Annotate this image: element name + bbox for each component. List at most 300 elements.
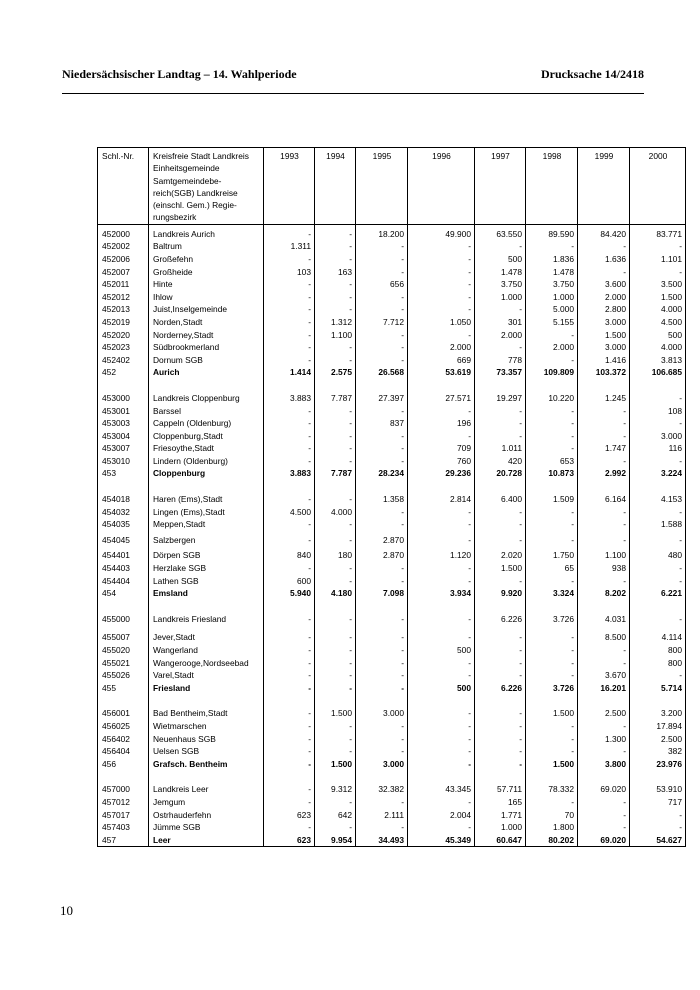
table-row — [98, 546, 686, 562]
value-cell: - — [526, 631, 578, 644]
value-cell: 19.297 — [475, 392, 526, 405]
value-cell: 2.992 — [578, 467, 630, 480]
schl-nr-cell: 452402 — [98, 354, 149, 367]
name-cell: Großheide — [149, 266, 264, 279]
value-cell: 3.000 — [578, 341, 630, 354]
value-cell: 4.500 — [264, 506, 315, 519]
value-cell: - — [526, 329, 578, 342]
value-cell: - — [356, 657, 408, 670]
name-cell: Großefehn — [149, 253, 264, 266]
table-row — [98, 493, 686, 506]
value-cell: - — [315, 430, 356, 443]
district-total-row — [98, 587, 686, 600]
value-cell: 4.114 — [630, 631, 686, 644]
value-cell: - — [315, 442, 356, 455]
value-cell: - — [264, 455, 315, 468]
table-row — [98, 316, 686, 329]
value-cell: - — [315, 354, 356, 367]
name-cell: Landkreis Aurich — [149, 224, 264, 240]
schl-nr-cell: 456402 — [98, 733, 149, 746]
value-cell: 1.000 — [475, 821, 526, 834]
value-cell: - — [264, 657, 315, 670]
header-drucksache: Drucksache 14/2418 — [541, 67, 644, 81]
value-cell: - — [315, 575, 356, 588]
schl-nr-cell: 456404 — [98, 745, 149, 758]
table-row — [98, 303, 686, 316]
value-cell: - — [264, 707, 315, 720]
value-cell: 3.500 — [630, 278, 686, 291]
table-row — [98, 821, 686, 834]
value-cell: 1.011 — [475, 442, 526, 455]
value-cell: - — [475, 575, 526, 588]
value-cell: - — [578, 266, 630, 279]
name-cell: Norden,Stadt — [149, 316, 264, 329]
name-cell: Meppen,Stadt — [149, 518, 264, 531]
value-cell: 1.120 — [408, 546, 475, 562]
value-cell: - — [408, 745, 475, 758]
value-cell: 3.600 — [578, 278, 630, 291]
value-cell: 103 — [264, 266, 315, 279]
value-cell: - — [630, 575, 686, 588]
value-cell: - — [356, 518, 408, 531]
table-header-row — [98, 148, 686, 225]
value-cell: - — [578, 809, 630, 822]
value-cell: 1.416 — [578, 354, 630, 367]
value-cell: 20.728 — [475, 467, 526, 480]
value-cell: 1.414 — [264, 366, 315, 379]
value-cell: - — [630, 669, 686, 682]
value-cell: - — [408, 796, 475, 809]
table-row — [98, 562, 686, 575]
value-cell: 80.202 — [526, 834, 578, 847]
value-cell: - — [264, 562, 315, 575]
value-cell: 63.550 — [475, 224, 526, 240]
value-cell: - — [315, 682, 356, 695]
value-cell: 1.500 — [475, 562, 526, 575]
value-cell: - — [475, 405, 526, 418]
value-cell: - — [356, 442, 408, 455]
value-cell: 837 — [356, 417, 408, 430]
value-cell: 3.200 — [630, 707, 686, 720]
value-cell: 54.627 — [630, 834, 686, 847]
value-cell: 623 — [264, 834, 315, 847]
value-cell: - — [526, 669, 578, 682]
value-cell: - — [356, 303, 408, 316]
value-cell: 717 — [630, 796, 686, 809]
name-cell: Aurich — [149, 366, 264, 379]
value-cell: - — [630, 392, 686, 405]
value-cell: - — [475, 733, 526, 746]
value-cell: - — [408, 291, 475, 304]
value-cell: 1.750 — [526, 546, 578, 562]
value-cell: - — [408, 266, 475, 279]
schl-nr-cell: 456 — [98, 758, 149, 771]
value-cell: - — [526, 430, 578, 443]
value-cell: - — [630, 613, 686, 626]
value-cell: - — [408, 531, 475, 547]
value-cell: - — [315, 341, 356, 354]
value-cell: 7.098 — [356, 587, 408, 600]
value-cell: 196 — [408, 417, 475, 430]
value-cell: - — [264, 644, 315, 657]
value-cell: - — [475, 745, 526, 758]
value-cell: 28.234 — [356, 467, 408, 480]
value-cell: 653 — [526, 455, 578, 468]
value-cell: 800 — [630, 644, 686, 657]
value-cell: 1.500 — [578, 329, 630, 342]
value-cell: 500 — [475, 253, 526, 266]
value-cell: - — [408, 669, 475, 682]
value-cell: 65 — [526, 562, 578, 575]
schl-nr-cell: 452013 — [98, 303, 149, 316]
value-cell: - — [264, 613, 315, 626]
data-table — [97, 147, 686, 847]
schl-nr-cell: 452012 — [98, 291, 149, 304]
value-cell: 3.670 — [578, 669, 630, 682]
spacer-row — [98, 600, 686, 613]
spacer-row — [98, 770, 686, 783]
schl-nr-cell: 453004 — [98, 430, 149, 443]
value-cell: - — [315, 253, 356, 266]
value-cell: - — [578, 745, 630, 758]
value-cell: - — [315, 745, 356, 758]
value-cell: - — [475, 417, 526, 430]
spacer-row — [98, 480, 686, 493]
value-cell: - — [356, 720, 408, 733]
table-row — [98, 631, 686, 644]
name-cell: Südbrookmerland — [149, 341, 264, 354]
district-total-row — [98, 467, 686, 480]
value-cell: - — [475, 707, 526, 720]
name-cell: Norderney,Stadt — [149, 329, 264, 342]
value-cell: - — [315, 669, 356, 682]
value-cell: - — [356, 240, 408, 253]
value-cell: 3.000 — [630, 430, 686, 443]
value-cell: - — [408, 253, 475, 266]
value-cell: - — [264, 224, 315, 240]
value-cell: - — [264, 278, 315, 291]
name-cell: Dornum SGB — [149, 354, 264, 367]
value-cell: 1.836 — [526, 253, 578, 266]
table-row — [98, 644, 686, 657]
value-cell: 4.000 — [315, 506, 356, 519]
value-cell: - — [475, 341, 526, 354]
name-cell: Uelsen SGB — [149, 745, 264, 758]
value-cell: - — [264, 796, 315, 809]
schl-nr-cell: 452019 — [98, 316, 149, 329]
value-cell: 3.224 — [630, 467, 686, 480]
schl-nr-cell: 453007 — [98, 442, 149, 455]
value-cell: - — [315, 240, 356, 253]
value-cell: - — [356, 682, 408, 695]
value-cell: - — [630, 417, 686, 430]
schl-nr-cell: 454032 — [98, 506, 149, 519]
value-cell: 709 — [408, 442, 475, 455]
value-cell: - — [630, 821, 686, 834]
value-cell: - — [264, 354, 315, 367]
value-cell: - — [356, 644, 408, 657]
table-row — [98, 506, 686, 519]
value-cell: 1.100 — [578, 546, 630, 562]
value-cell: - — [264, 303, 315, 316]
col-header-name: Kreisfreie Stadt Landkreis Einheitsgemeinde Samtgemeindebe-reich(SGB) Landkreise (einschl. Gem.) Regie-rungsbezirk — [149, 148, 264, 225]
table-row — [98, 430, 686, 443]
value-cell: 382 — [630, 745, 686, 758]
value-cell: 43.345 — [408, 783, 475, 796]
value-cell: - — [475, 531, 526, 547]
value-cell: 69.020 — [578, 783, 630, 796]
value-cell: 9.312 — [315, 783, 356, 796]
schl-nr-cell: 457017 — [98, 809, 149, 822]
name-cell: Wangerooge,Nordseebad — [149, 657, 264, 670]
value-cell: - — [408, 733, 475, 746]
value-cell: 1.478 — [526, 266, 578, 279]
value-cell: - — [264, 682, 315, 695]
col-header-schl: Schl.-Nr. — [98, 148, 149, 225]
district-total-row — [98, 758, 686, 771]
value-cell: - — [630, 562, 686, 575]
value-cell: 165 — [475, 796, 526, 809]
value-cell: - — [630, 266, 686, 279]
value-cell: 27.571 — [408, 392, 475, 405]
schl-nr-cell: 457403 — [98, 821, 149, 834]
value-cell: 1.050 — [408, 316, 475, 329]
value-cell: 18.200 — [356, 224, 408, 240]
schl-nr-cell: 452002 — [98, 240, 149, 253]
value-cell: 78.332 — [526, 783, 578, 796]
schl-nr-cell: 453001 — [98, 405, 149, 418]
value-cell: - — [526, 720, 578, 733]
value-cell: 69.020 — [578, 834, 630, 847]
value-cell: 840 — [264, 546, 315, 562]
value-cell: 1.500 — [526, 707, 578, 720]
value-cell: - — [356, 575, 408, 588]
district-total-row — [98, 834, 686, 847]
value-cell: - — [356, 796, 408, 809]
value-cell: 3.813 — [630, 354, 686, 367]
value-cell: - — [356, 733, 408, 746]
value-cell: - — [315, 278, 356, 291]
value-cell: - — [475, 303, 526, 316]
value-cell: 1.245 — [578, 392, 630, 405]
value-cell: - — [475, 240, 526, 253]
value-cell: 669 — [408, 354, 475, 367]
value-cell: - — [264, 733, 315, 746]
value-cell: - — [356, 430, 408, 443]
schl-nr-cell: 453000 — [98, 392, 149, 405]
col-header-year: 1993 — [264, 148, 315, 225]
value-cell: 1.588 — [630, 518, 686, 531]
table-row — [98, 240, 686, 253]
value-cell: 1.358 — [356, 493, 408, 506]
value-cell: - — [315, 417, 356, 430]
header-rule — [62, 93, 644, 94]
schl-nr-cell: 456025 — [98, 720, 149, 733]
value-cell: - — [408, 303, 475, 316]
table-row — [98, 745, 686, 758]
value-cell: - — [475, 657, 526, 670]
value-cell: - — [526, 506, 578, 519]
name-cell: Emsland — [149, 587, 264, 600]
name-cell: Cloppenburg,Stadt — [149, 430, 264, 443]
schl-nr-cell: 455020 — [98, 644, 149, 657]
col-header-year: 1998 — [526, 148, 578, 225]
value-cell: - — [315, 303, 356, 316]
table-row — [98, 720, 686, 733]
value-cell: 2.870 — [356, 531, 408, 547]
value-cell: 500 — [408, 644, 475, 657]
value-cell: 34.493 — [356, 834, 408, 847]
value-cell: 73.357 — [475, 366, 526, 379]
value-cell: 500 — [408, 682, 475, 695]
value-cell: 500 — [630, 329, 686, 342]
value-cell: - — [264, 518, 315, 531]
schl-nr-cell: 454 — [98, 587, 149, 600]
value-cell: - — [264, 745, 315, 758]
value-cell: - — [356, 455, 408, 468]
value-cell: 2.000 — [408, 341, 475, 354]
schl-nr-cell: 456001 — [98, 707, 149, 720]
table-row — [98, 291, 686, 304]
value-cell: - — [315, 613, 356, 626]
value-cell: 7.787 — [315, 467, 356, 480]
value-cell: - — [356, 266, 408, 279]
value-cell: 1.311 — [264, 240, 315, 253]
table-row — [98, 518, 686, 531]
value-cell: - — [356, 354, 408, 367]
value-cell: 3.000 — [356, 707, 408, 720]
value-cell: 6.226 — [475, 682, 526, 695]
value-cell: 1.478 — [475, 266, 526, 279]
value-cell: 29.236 — [408, 467, 475, 480]
value-cell: 180 — [315, 546, 356, 562]
name-cell: Dörpen SGB — [149, 546, 264, 562]
col-header-year: 1997 — [475, 148, 526, 225]
value-cell: - — [526, 644, 578, 657]
name-cell: Landkreis Leer — [149, 783, 264, 796]
value-cell: - — [356, 669, 408, 682]
value-cell: - — [578, 240, 630, 253]
value-cell: - — [408, 430, 475, 443]
value-cell: 642 — [315, 809, 356, 822]
name-cell: Varel,Stadt — [149, 669, 264, 682]
name-cell: Neuenhaus SGB — [149, 733, 264, 746]
value-cell: 3.800 — [578, 758, 630, 771]
value-cell: 9.920 — [475, 587, 526, 600]
name-cell: Herzlake SGB — [149, 562, 264, 575]
value-cell: 3.750 — [526, 278, 578, 291]
name-cell: Cappeln (Oldenburg) — [149, 417, 264, 430]
name-cell: Friesoythe,Stadt — [149, 442, 264, 455]
value-cell: 103.372 — [578, 366, 630, 379]
value-cell: - — [475, 518, 526, 531]
value-cell: 480 — [630, 546, 686, 562]
schl-nr-cell: 455 — [98, 682, 149, 695]
value-cell: - — [315, 291, 356, 304]
value-cell: 600 — [264, 575, 315, 588]
value-cell: 1.509 — [526, 493, 578, 506]
value-cell: - — [264, 430, 315, 443]
value-cell: 3.000 — [578, 316, 630, 329]
value-cell: - — [630, 809, 686, 822]
value-cell: 6.226 — [475, 613, 526, 626]
value-cell: - — [264, 669, 315, 682]
value-cell: - — [356, 821, 408, 834]
value-cell: 778 — [475, 354, 526, 367]
value-cell: - — [408, 657, 475, 670]
value-cell: - — [475, 644, 526, 657]
value-cell: - — [264, 493, 315, 506]
spacer-row — [98, 694, 686, 707]
value-cell: - — [408, 631, 475, 644]
value-cell: 23.976 — [630, 758, 686, 771]
value-cell: - — [630, 531, 686, 547]
value-cell: - — [264, 253, 315, 266]
table-row — [98, 733, 686, 746]
value-cell: 656 — [356, 278, 408, 291]
value-cell: 5.155 — [526, 316, 578, 329]
name-cell: Leer — [149, 834, 264, 847]
value-cell: - — [408, 613, 475, 626]
name-cell: Grafsch. Bentheim — [149, 758, 264, 771]
col-header-year: 1994 — [315, 148, 356, 225]
value-cell: - — [578, 644, 630, 657]
value-cell: 27.397 — [356, 392, 408, 405]
table-row — [98, 669, 686, 682]
name-cell: Cloppenburg — [149, 467, 264, 480]
district-total-row — [98, 682, 686, 695]
value-cell: 45.349 — [408, 834, 475, 847]
table-row — [98, 442, 686, 455]
value-cell: 10.220 — [526, 392, 578, 405]
value-cell: - — [578, 720, 630, 733]
value-cell: - — [630, 240, 686, 253]
value-cell: - — [475, 720, 526, 733]
table-row — [98, 707, 686, 720]
value-cell: - — [264, 720, 315, 733]
name-cell: Juist,Inselgemeinde — [149, 303, 264, 316]
table-row — [98, 613, 686, 626]
schl-nr-cell: 454045 — [98, 531, 149, 547]
value-cell: 1.000 — [475, 291, 526, 304]
value-cell: - — [356, 745, 408, 758]
value-cell: - — [475, 758, 526, 771]
value-cell: 2.000 — [578, 291, 630, 304]
value-cell: 2.004 — [408, 809, 475, 822]
value-cell: - — [356, 613, 408, 626]
value-cell: - — [264, 783, 315, 796]
name-cell: Jemgum — [149, 796, 264, 809]
table-row — [98, 809, 686, 822]
value-cell: - — [315, 531, 356, 547]
value-cell: 6.221 — [630, 587, 686, 600]
value-cell: - — [526, 575, 578, 588]
value-cell: 8.500 — [578, 631, 630, 644]
value-cell: - — [630, 455, 686, 468]
value-cell: 3.000 — [356, 758, 408, 771]
value-cell: 109.809 — [526, 366, 578, 379]
value-cell: - — [630, 506, 686, 519]
schl-nr-cell: 457012 — [98, 796, 149, 809]
value-cell: 84.420 — [578, 224, 630, 240]
value-cell: - — [315, 405, 356, 418]
value-cell: - — [408, 405, 475, 418]
value-cell: - — [315, 631, 356, 644]
value-cell: - — [578, 506, 630, 519]
value-cell: 4.180 — [315, 587, 356, 600]
name-cell: Barssel — [149, 405, 264, 418]
name-cell: Lingen (Ems),Stadt — [149, 506, 264, 519]
